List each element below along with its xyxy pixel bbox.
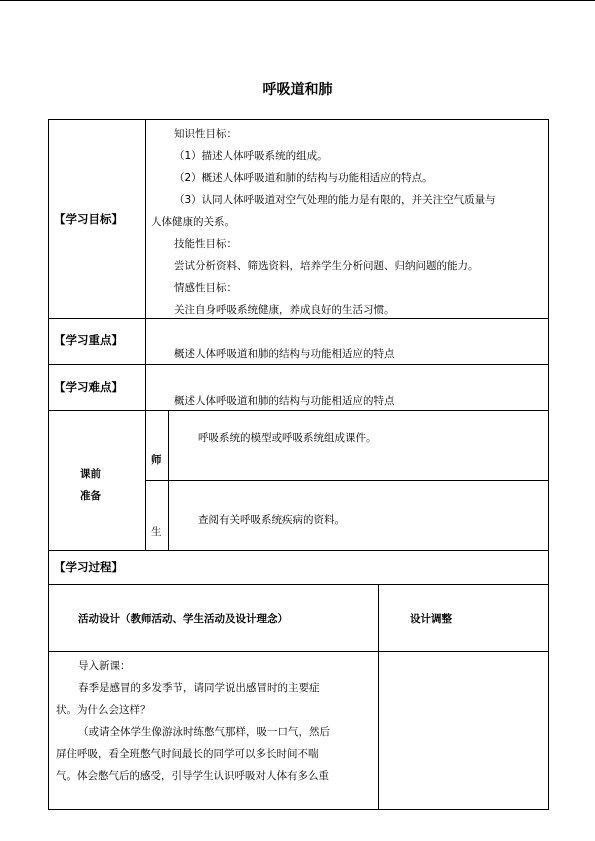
emotion-text: 关注自身呼吸系统健康，养成良好的生活习惯。	[174, 304, 395, 316]
page-top-rule	[0, 0, 595, 1]
key-points-label: 【学习重点】	[54, 333, 123, 347]
process-label: 【学习过程】	[54, 560, 123, 574]
key-points-text: 概述人体呼吸道和肺的结构与功能相适应的特点	[174, 348, 395, 360]
preparation-label-line-2: 准备	[80, 490, 101, 502]
knowledge-heading: 知识性目标：	[174, 128, 237, 140]
row-divider	[48, 364, 549, 365]
table-border-bottom	[48, 809, 549, 810]
activity-column-header: 活动设计（教师活动、学生活动及设计理念）	[78, 613, 288, 625]
row-divider	[48, 584, 549, 585]
column-divider	[145, 119, 146, 551]
objective-item-3-line-1: （3）认同人体呼吸道对空气处理的能力是有限的，并关注空气质量与	[174, 194, 496, 206]
difficulties-text: 概述人体呼吸道和肺的结构与功能相适应的特点	[174, 395, 395, 407]
table-border-top	[48, 119, 549, 120]
preparation-label-line-1: 课前	[80, 468, 101, 480]
process-line: 气。体会憋气后的感受，引导学生认识呼吸对人体有多么重	[56, 770, 329, 782]
process-line: 春季是感冒的多发季节，请同学说出感冒时的主要症	[78, 682, 320, 694]
row-divider	[48, 318, 549, 319]
table-border-right	[548, 119, 549, 810]
skill-text: 尝试分析资料、筛选资料，培养学生分析问题、归纳问题的能力。	[174, 260, 479, 272]
table-border-left	[48, 119, 49, 810]
teacher-text: 呼吸系统的模型或呼吸系统组成课件。	[198, 432, 377, 444]
row-divider	[145, 480, 549, 481]
objective-item-2: （2）概述人体呼吸道和肺的结构与功能相适应的特点。	[174, 172, 433, 184]
skill-heading: 技能性目标：	[174, 238, 237, 250]
process-line: 状。为什么会这样？	[56, 704, 151, 716]
student-label: 生	[151, 526, 162, 538]
row-divider	[48, 410, 549, 411]
objective-item-1: （1）描述人体呼吸系统的组成。	[174, 150, 328, 162]
process-line: （或请全体学生像游泳时练憋气那样，吸一口气，然后	[78, 726, 330, 738]
adjust-column-header: 设计调整	[410, 613, 452, 625]
column-divider	[168, 410, 169, 551]
teacher-label: 师	[151, 454, 162, 466]
process-line: 导入新课：	[78, 660, 131, 672]
row-divider	[48, 651, 549, 652]
objectives-label: 【学习目标】	[54, 212, 123, 226]
objective-item-3-line-2: 人体健康的关系。	[151, 216, 235, 228]
emotion-heading: 情感性目标：	[174, 282, 237, 294]
difficulties-label: 【学习难点】	[54, 380, 123, 394]
page-title: 呼吸道和肺	[262, 82, 333, 98]
row-divider	[48, 550, 549, 551]
student-text: 查阅有关呼吸系统疾病的资料。	[198, 514, 345, 526]
process-line: 屏住呼吸，看全班憋气时间最长的同学可以多长时间不喘	[56, 748, 319, 760]
column-divider	[378, 584, 379, 810]
